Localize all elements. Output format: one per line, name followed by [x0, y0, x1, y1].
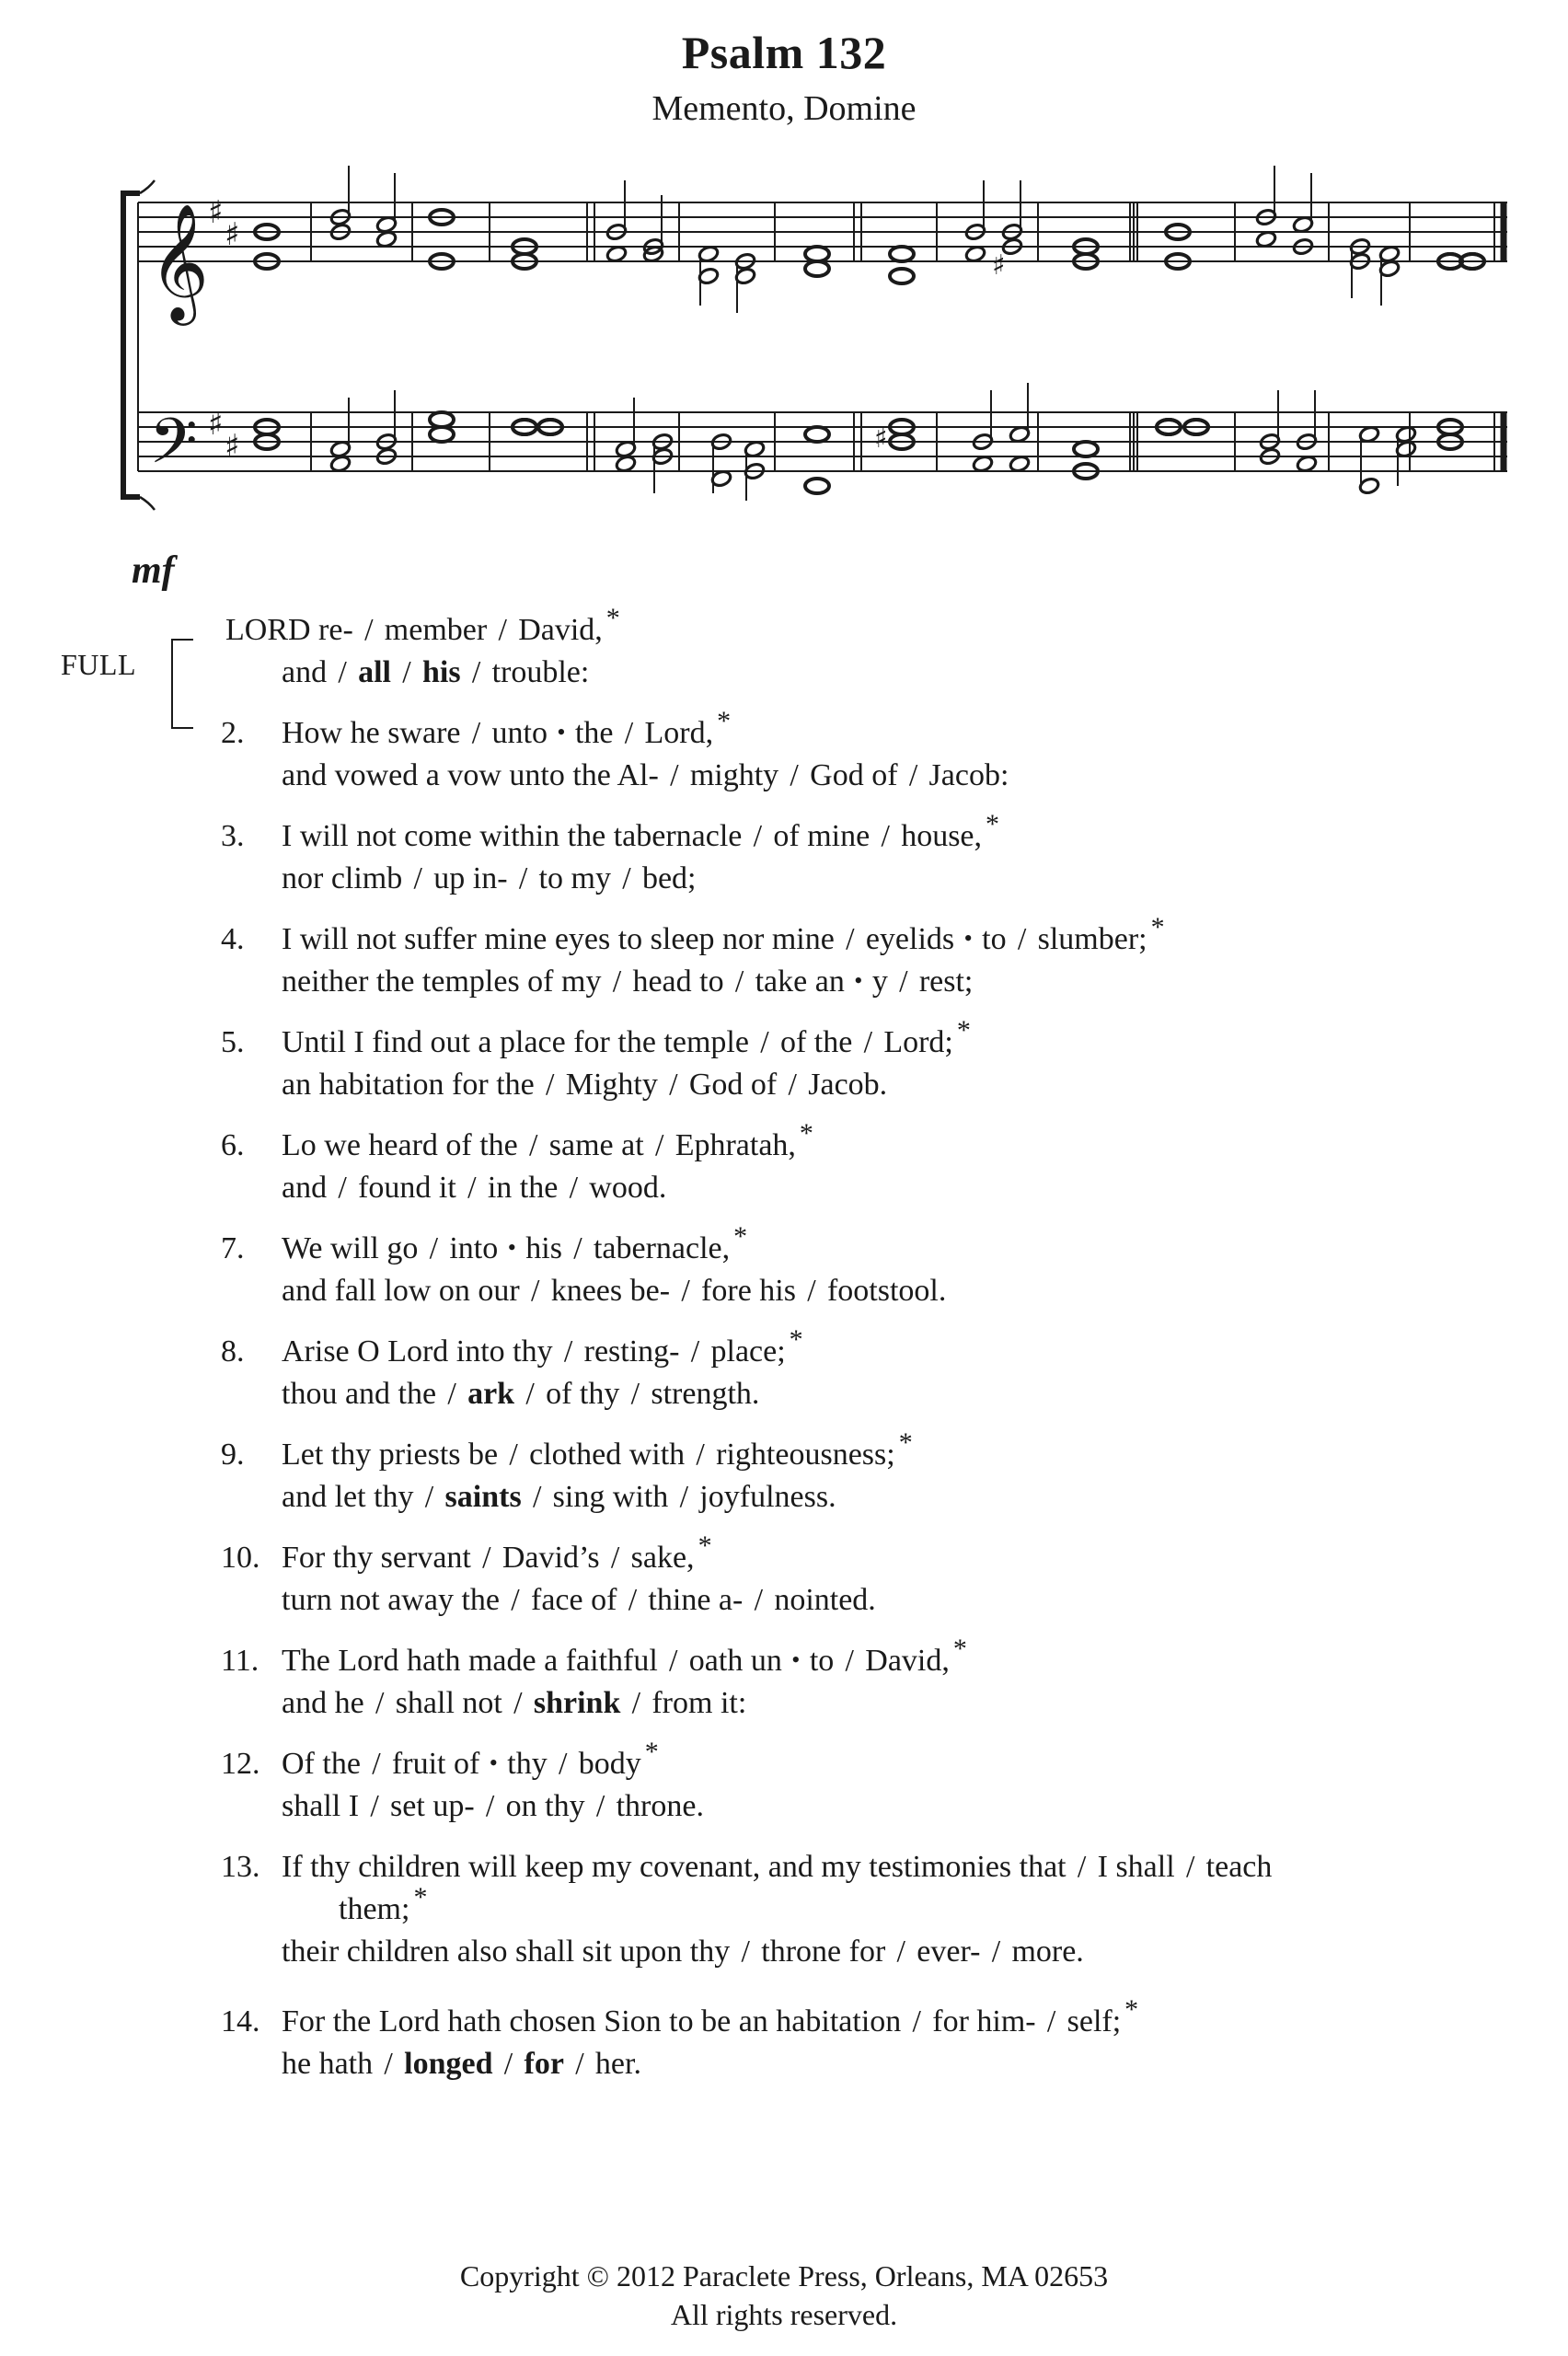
verse-number: 7. — [221, 1231, 245, 1265]
dynamic-marking: mf — [132, 549, 175, 592]
text-segment: rest; — [918, 964, 974, 999]
text-segment: For the Lord hath chosen Sion to be an habitation — [282, 2004, 902, 2038]
text-segment: sing with — [552, 1480, 669, 1514]
svg-text:𝄢: 𝄢 — [149, 406, 198, 493]
verse-first-half: If thy children will keep my covenant, and my testimonies that / I shall / teach — [282, 1850, 1273, 1884]
text-segment: throne. — [616, 1789, 704, 1823]
text-segment: unto — [491, 716, 548, 750]
svg-text:♯: ♯ — [208, 194, 224, 231]
text-segment: an habitation for the — [282, 1068, 535, 1102]
text-segment: Ephratah, — [674, 1128, 796, 1162]
verse-first-half: The Lord hath made a faithful / oath un • to / David, * — [282, 1634, 967, 1678]
verse-second-half: and / all / his / trouble: — [282, 655, 590, 689]
text-segment: strength. — [651, 1377, 760, 1411]
text-segment: nointed. — [774, 1583, 876, 1617]
page-subtitle: Memento, Domine — [651, 89, 917, 128]
text-segment: oath un — [688, 1644, 782, 1678]
note-head — [329, 455, 352, 473]
text-segment: How he sware — [282, 716, 461, 750]
copyright — [0, 2257, 1568, 2334]
asterisk-mark: * — [698, 1530, 712, 1561]
text-segment: and — [282, 1171, 328, 1205]
text-segment: slumber; — [1037, 922, 1147, 956]
text-segment: body — [578, 1747, 641, 1781]
text-segment: of thy — [546, 1377, 620, 1411]
text-segment: David, — [865, 1644, 950, 1678]
text-segment: God of — [688, 1068, 778, 1102]
text-segment: self; — [1066, 2004, 1122, 2038]
text-segment: sake, — [630, 1541, 695, 1575]
accidental-sharp: ♯ — [992, 249, 1006, 282]
verse-number: 14. — [221, 2004, 260, 2038]
verse-first-half: How he sware / unto • the / Lord, * — [282, 706, 732, 750]
text-segment: and fall low on our — [282, 1274, 520, 1308]
text-segment: and vowed a vow unto the Al- — [282, 758, 659, 792]
asterisk-mark: * — [1150, 912, 1165, 942]
text-segment: and let thy — [282, 1480, 414, 1514]
verse-second-half: and vowed a vow unto the Al- / mighty / God of / Jacob: — [282, 758, 1009, 792]
whole-note — [805, 261, 829, 276]
text-segment: Mighty — [565, 1068, 658, 1102]
text-segment: I shall — [1097, 1850, 1175, 1884]
verse-first-half: Let thy priests be / clothed with / righteousness; * — [282, 1427, 913, 1472]
asterisk-mark: * — [799, 1118, 813, 1149]
verse-number: 8. — [221, 1334, 245, 1369]
verse-first-half: For the Lord hath chosen Sion to be an habitation / for him- / self; * — [282, 1994, 1139, 2038]
whole-note — [1074, 442, 1098, 456]
text-segment: shrink — [533, 1686, 621, 1720]
text-segment: thy — [507, 1747, 548, 1781]
text-segment: mighty — [689, 758, 779, 792]
text-segment: I will not come within the tabernacle — [282, 819, 743, 853]
note-head — [972, 455, 994, 473]
chant-notes — [255, 166, 1484, 501]
treble-clef-icon — [149, 202, 209, 326]
asterisk-mark: * — [413, 1882, 428, 1912]
text-segment: God of — [810, 758, 898, 792]
verse-second-half: their children also shall sit upon thy / throne for / ever- / more. — [282, 1934, 1084, 1969]
text-segment: ever- — [917, 1934, 981, 1969]
text-segment: house, — [901, 819, 983, 853]
verse-second-half: and he / shall not / shrink / from it: — [282, 1686, 747, 1720]
text-segment: saints — [444, 1480, 522, 1514]
text-segment: shall I — [282, 1789, 360, 1823]
text-segment: his — [525, 1231, 562, 1265]
text-segment: Jacob: — [928, 758, 1009, 792]
verse-first-half: Lo we heard of the / same at / Ephratah, * — [282, 1118, 813, 1162]
text-segment: on thy — [505, 1789, 585, 1823]
text-segment: the — [574, 716, 614, 750]
text-segment: David, — [518, 613, 603, 647]
text-segment: for — [524, 2047, 564, 2081]
text-segment: tabernacle, — [593, 1231, 731, 1265]
verse-second-half: an habitation for the / Mighty / God of / Jacob. — [282, 1068, 888, 1102]
text-segment: footstool. — [826, 1274, 947, 1308]
whole-note — [805, 247, 829, 261]
full-bracket — [171, 639, 193, 729]
text-segment: Lord, — [644, 716, 714, 750]
text-segment: turn not away the — [282, 1583, 500, 1617]
text-segment: David’s — [502, 1541, 600, 1575]
text-segment: clothed with — [529, 1438, 686, 1472]
text-segment: fruit of — [391, 1747, 480, 1781]
text-segment: I will not suffer mine eyes to sleep nor mine — [282, 922, 835, 956]
text-segment: Until I find out a place for the temple — [282, 1025, 749, 1059]
text-segment: neither the temples of my — [282, 964, 602, 999]
text-segment: set up- — [390, 1789, 475, 1823]
text-segment: he hath — [282, 2047, 374, 2081]
text-segment: his — [422, 655, 461, 689]
text-segment: Jacob. — [808, 1068, 888, 1102]
bass-clef-icon — [149, 406, 198, 493]
text-segment: Let thy priests be — [282, 1438, 499, 1472]
verse-second-half: thou and the / ark / of thy / strength. — [282, 1377, 760, 1411]
text-segment: Of the — [282, 1747, 361, 1781]
text-segment: head to — [632, 964, 724, 999]
verse-number: 6. — [221, 1128, 245, 1162]
text-segment: to — [982, 922, 1007, 956]
asterisk-mark: * — [717, 706, 732, 736]
verse-number: 5. — [221, 1025, 245, 1059]
verse-first-half: Of the / fruit of • thy / body * — [282, 1737, 659, 1781]
whole-note — [890, 247, 914, 261]
verse-second-half: shall I / set up- / on thy / throne. — [282, 1789, 704, 1823]
text-segment: place; — [710, 1334, 786, 1369]
text-segment: joyfulness. — [699, 1480, 836, 1514]
verse-number: 12. — [221, 1747, 260, 1781]
text-segment: take an — [755, 964, 845, 999]
text-segment: throne for — [761, 1934, 886, 1969]
text-segment: to — [809, 1644, 835, 1678]
verse-second-half: and let thy / saints / sing with / joyfulness. — [282, 1480, 836, 1514]
whole-note — [890, 269, 914, 283]
text-segment: For thy servant — [282, 1541, 471, 1575]
verse-number: 13. — [221, 1850, 260, 1884]
rights-line: All rights reserved. — [670, 2298, 898, 2331]
text-segment: in the — [487, 1171, 559, 1205]
text-segment: of the — [779, 1025, 853, 1059]
verse-first-half: LORD re- / member / David, * — [225, 603, 620, 647]
text-segment: LORD re- — [225, 613, 353, 647]
verse-first-half: Until I find out a place for the temple / of the / Lord; * — [282, 1015, 971, 1059]
text-segment: up in- — [433, 861, 508, 895]
text-segment: thou and the — [282, 1377, 437, 1411]
text-segment: wood. — [589, 1171, 667, 1205]
svg-text:♯: ♯ — [225, 216, 240, 253]
whole-note — [805, 427, 829, 442]
verse-number: 3. — [221, 819, 245, 853]
verse-number: 4. — [221, 922, 245, 956]
verse-number: 9. — [221, 1438, 245, 1472]
text-segment: member — [384, 613, 488, 647]
asterisk-mark: * — [898, 1427, 913, 1458]
asterisk-mark: * — [956, 1015, 971, 1045]
note-head — [605, 245, 628, 263]
copyright-line: Copyright © 2012 Paraclete Press, Orleans, MA 02653 — [459, 2259, 1109, 2292]
asterisk-mark: * — [986, 809, 1000, 839]
text-segment: nor climb — [282, 861, 403, 895]
text-segment: Arise O Lord into thy — [282, 1334, 553, 1369]
whole-note — [805, 479, 829, 493]
asterisk-mark: * — [789, 1324, 803, 1355]
text-segment: bed; — [641, 861, 697, 895]
text-segment: their children also shall sit upon thy — [282, 1934, 731, 1969]
verse-first-half: I will not come within the tabernacle / of mine / house, * — [282, 809, 1000, 853]
verse-first-half: Arise O Lord into thy / resting- / place; * — [282, 1324, 803, 1369]
text-segment: face of — [531, 1583, 617, 1617]
text-segment: thine a- — [648, 1583, 744, 1617]
asterisk-mark: * — [605, 603, 620, 633]
text-segment: into — [449, 1231, 499, 1265]
verse-second-half: he hath / longed / for / her. — [282, 2047, 641, 2081]
asterisk-mark: * — [733, 1221, 748, 1252]
text-segment: longed — [404, 2047, 493, 2081]
verse-number: 10. — [221, 1541, 260, 1575]
text-segment: Lo we heard of the — [282, 1128, 518, 1162]
text-segment: Lord; — [883, 1025, 953, 1059]
text-segment: We will go — [282, 1231, 419, 1265]
note-head — [375, 230, 398, 248]
verse-second-half: nor climb / up in- / to my / bed; — [282, 861, 697, 895]
text-segment: If thy children will keep my covenant, and my testimonies that — [282, 1850, 1066, 1884]
svg-text:♯: ♯ — [208, 406, 224, 443]
text-segment: same at — [548, 1128, 644, 1162]
text-segment: of mine — [773, 819, 870, 853]
text-segment: more. — [1011, 1934, 1084, 1969]
text-segment: resting- — [583, 1334, 680, 1369]
text-segment: ark — [467, 1377, 515, 1411]
note-head — [1296, 455, 1318, 473]
text-segment: fore his — [701, 1274, 796, 1308]
verse-second-half: neither the temples of my / head to / take an • y / rest; — [282, 964, 974, 999]
page-title: Psalm 132 — [681, 27, 887, 78]
text-segment: all — [358, 655, 391, 689]
text-segment: from it: — [651, 1686, 747, 1720]
note-head — [615, 455, 637, 473]
verse-first-half: I will not suffer mine eyes to sleep nor mine / eyelids • to / slumber; * — [282, 912, 1165, 956]
verse-number: 11. — [221, 1644, 259, 1678]
accidental-sharp: ♯ — [874, 422, 888, 455]
note-head — [964, 245, 986, 263]
verse-number: 2. — [221, 716, 245, 750]
text-segment: y — [871, 964, 888, 999]
full-label: FULL — [61, 648, 136, 681]
text-segment: The Lord hath made a faithful — [282, 1644, 658, 1678]
whole-note — [430, 412, 454, 427]
asterisk-mark: * — [952, 1634, 967, 1664]
text-segment: righteousness; — [716, 1438, 895, 1472]
text-segment: shall not — [395, 1686, 502, 1720]
text-segment: teach — [1205, 1850, 1273, 1884]
verse-first-half: For thy servant / David’s / sake, * — [282, 1530, 712, 1575]
verse-second-half: and / found it / in the / wood. — [282, 1171, 667, 1205]
text-segment: for him- — [932, 2004, 1036, 2038]
verse-second-half: and fall low on our / knees be- / fore his / footstool. — [282, 1274, 947, 1308]
text-segment: her. — [594, 2047, 641, 2081]
verse-first-half: We will go / into • his / tabernacle, * — [282, 1221, 748, 1265]
note-head — [1255, 230, 1277, 248]
svg-text:♯: ♯ — [225, 428, 240, 465]
chant-score — [0, 0, 1568, 515]
note-head — [1009, 455, 1031, 473]
text-segment: and he — [282, 1686, 364, 1720]
text-segment: trouble: — [491, 655, 590, 689]
whole-note — [430, 427, 454, 442]
text-segment: eyelids — [865, 922, 955, 956]
text-segment: found it — [358, 1171, 456, 1205]
text-segment: knees be- — [550, 1274, 671, 1308]
verse-second-half: turn not away the / face of / thine a- / nointed. — [282, 1583, 876, 1617]
asterisk-mark: * — [644, 1737, 659, 1767]
verse-first-half-continued: them; * — [339, 1882, 428, 1926]
key-signature-sharps — [208, 194, 239, 465]
text-segment: to my — [538, 861, 611, 895]
svg-text:𝄞: 𝄞 — [149, 202, 210, 320]
asterisk-mark: * — [1124, 1994, 1139, 2025]
text-segment: and — [282, 655, 328, 689]
